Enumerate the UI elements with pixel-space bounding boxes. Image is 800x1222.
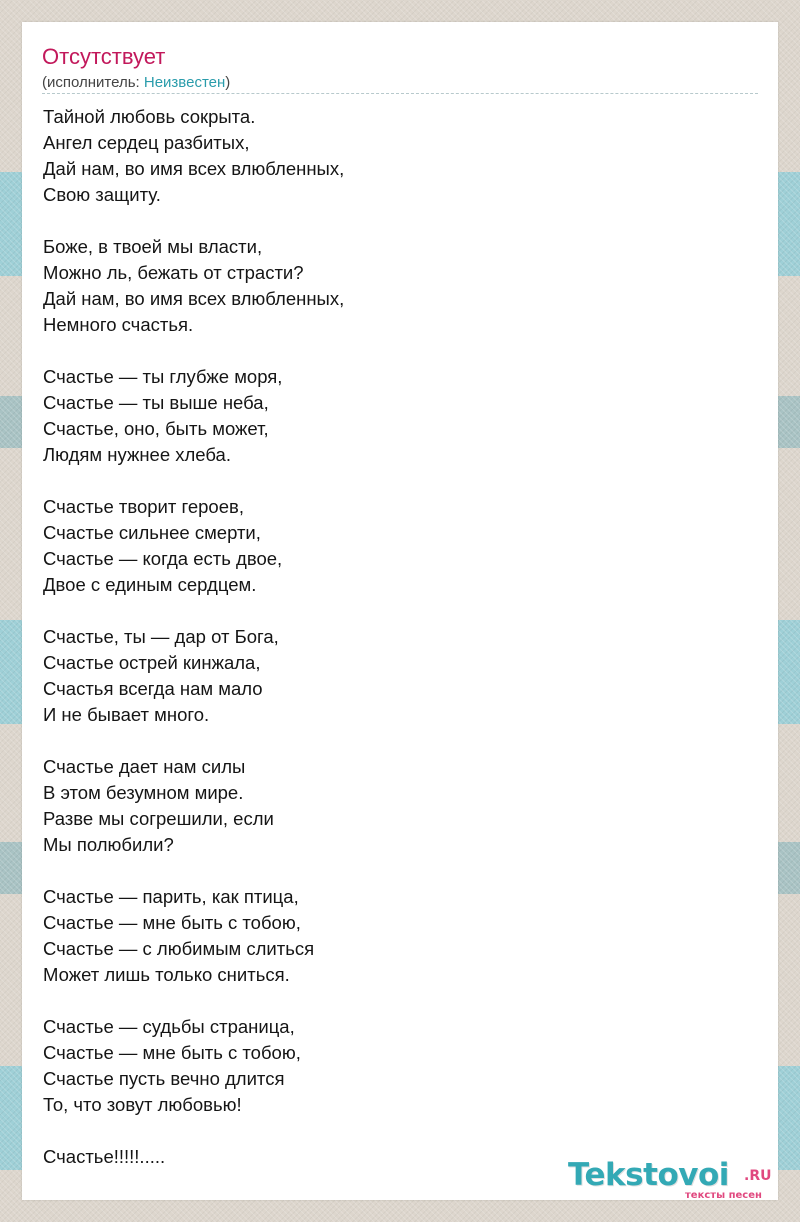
lyric-line: Счастье — парить, как птица, [43,886,299,907]
lyrics-stanza [43,754,743,858]
lyrics-stanza [43,624,743,728]
lyrics-stanza [43,494,743,598]
song-meta [42,74,230,92]
lyrics-card [22,22,778,1200]
lyric-line: Может лишь только сниться. [43,964,290,985]
lyric-line: Счастье, ты — дар от Бога, [43,626,279,647]
lyric-line: Немного счастья. [43,314,194,335]
lyric-line: Счастье!!!!!..... [43,1146,166,1167]
lyric-line: Счастье — мне быть с тобою, [43,912,301,933]
lyric-line: Счастье острей кинжала, [43,652,261,673]
lyric-line: Дай нам, во имя всех влюбленных, [43,288,345,309]
lyric-line: Мы полюбили? [43,834,174,855]
logo-subtitle: тексты песен [685,1190,762,1201]
lyric-line: Тайной любовь сокрыта. [43,106,256,127]
lyrics-stanza [43,104,743,208]
lyrics-stanza [43,234,743,338]
lyric-line: Счастье творит героев, [43,496,244,517]
lyric-line: И не бывает много. [43,704,210,725]
lyric-line: Счастье — когда есть двое, [43,548,283,569]
logo-domain: .RU [744,1168,772,1184]
lyric-line: Счастье дает нам силы [43,756,246,777]
logo-wordmark: Tekstovoi [568,1157,729,1193]
tekstovoi-logo[interactable] [568,1157,778,1203]
lyric-line: Ангел сердец разбитых, [43,132,250,153]
song-title: Отсутствует [42,44,166,69]
lyric-line: В этом безумном мире. [43,782,244,803]
lyrics-stanza [43,884,743,988]
lyric-line: Счастье — ты глубже моря, [43,366,283,387]
lyric-line: Счастье — судьбы страница, [43,1016,295,1037]
artist-link[interactable]: Неизвестен [143,74,226,91]
lyric-line: Счастье сильнее смерти, [43,522,261,543]
lyrics-stanza [43,364,743,468]
lyrics-text [43,104,743,1196]
dashed-divider [42,93,758,94]
lyric-line: Можно ль, бежать от страсти? [43,262,304,283]
lyric-line: Счастье пусть вечно длится [43,1068,285,1089]
lyric-line: Двое с единым сердцем. [43,574,257,595]
meta-suffix: ) [225,74,231,91]
lyric-line: Счастья всегда нам мало [43,678,263,699]
lyric-line: Счастье, оно, быть может, [43,418,269,439]
lyric-line: Дай нам, во имя всех влюбленных, [43,158,345,179]
lyric-line: Боже, в твоей мы власти, [43,236,263,257]
lyrics-stanza [43,1014,743,1118]
lyric-line: Людям нужнее хлеба. [43,444,231,465]
lyric-line: Разве мы согрешили, если [43,808,274,829]
meta-prefix: (исполнитель: [42,74,144,91]
lyric-line: То, что зовут любовью! [43,1094,242,1115]
lyric-line: Счастье — ты выше неба, [43,392,269,413]
lyric-line: Свою защиту. [43,184,161,205]
lyric-line: Счастье — с любимым слиться [43,938,315,959]
lyric-line: Счастье — мне быть с тобою, [43,1042,301,1063]
